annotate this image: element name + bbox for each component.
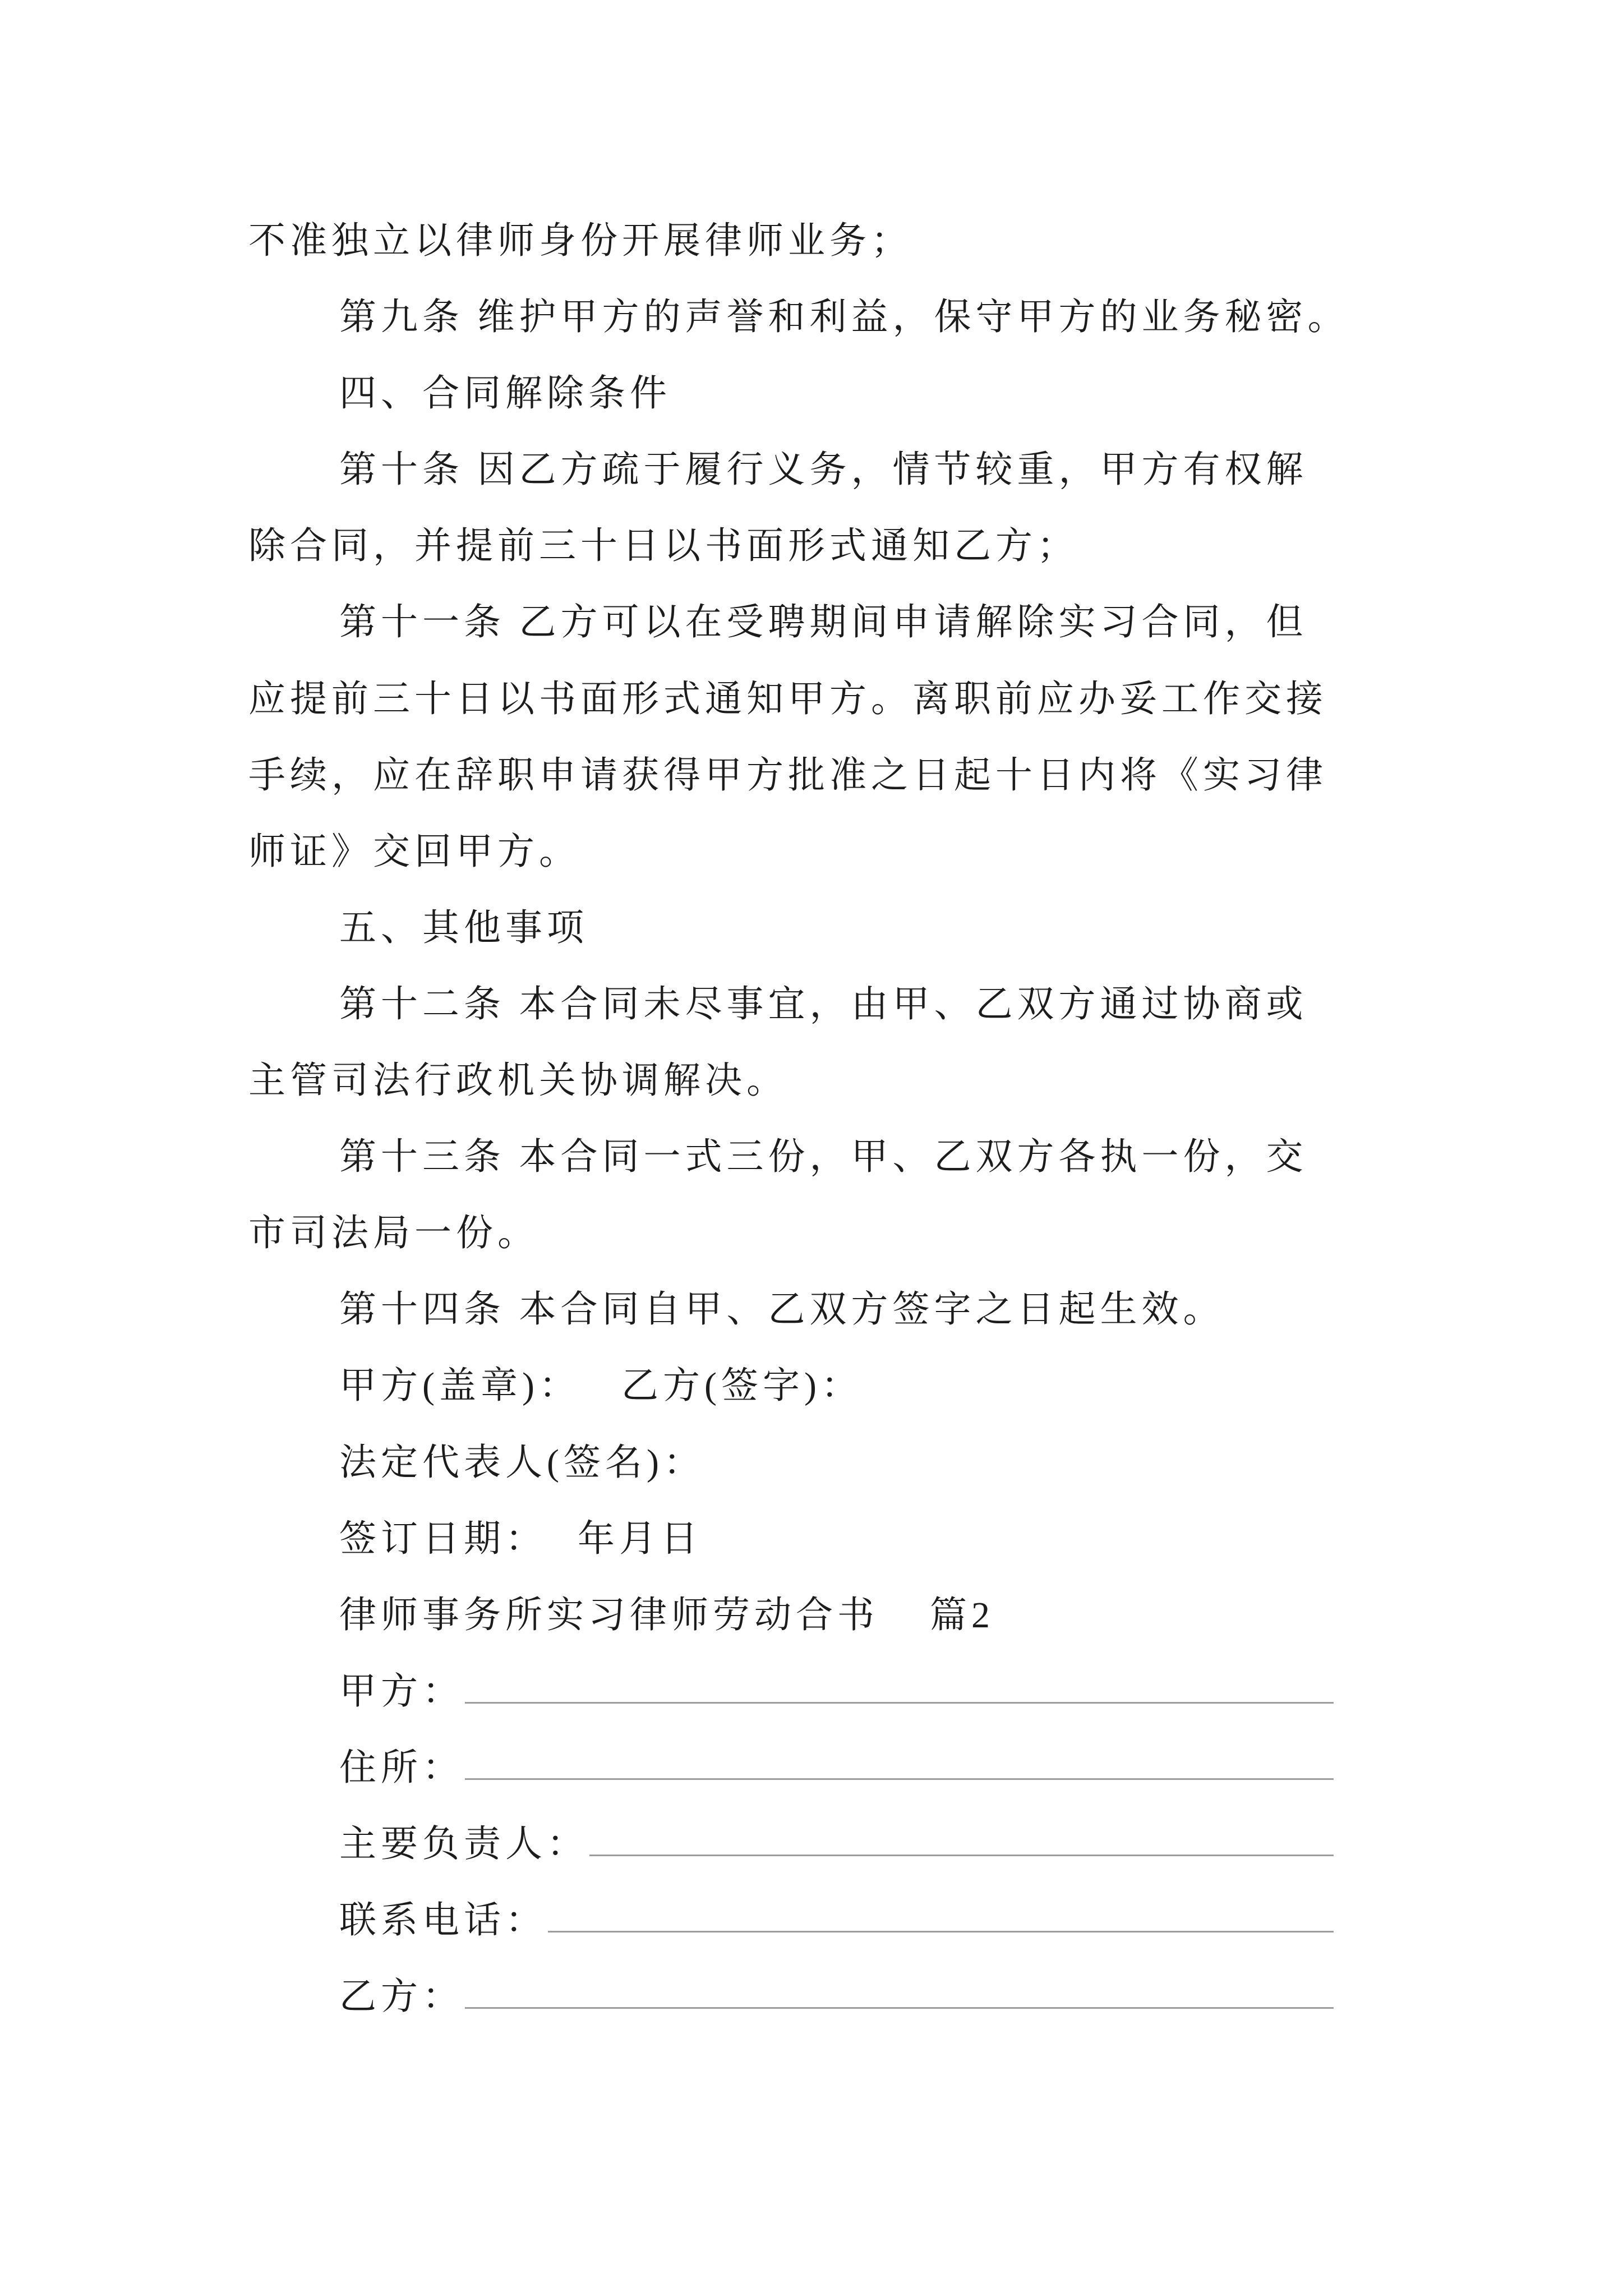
clause-14: 第十四条 本合同自甲、乙双方签字之日起生效。 bbox=[339, 1289, 1225, 1331]
party-a-seal-label: 甲方(盖章)： bbox=[339, 1365, 580, 1407]
signing-date-line bbox=[248, 1501, 1415, 1577]
contract-2-part-label: 篇2 bbox=[930, 1594, 994, 1636]
clause-11-line: 手续，应在辞职申请获得甲方批准之日起十日内将《实习律 bbox=[248, 754, 1327, 796]
field-label: 主要负责人： bbox=[339, 1823, 588, 1865]
field-label: 乙方： bbox=[339, 1976, 464, 2018]
fill-in-blank-line bbox=[465, 1702, 1334, 1704]
fill-in-blank-line bbox=[465, 2007, 1334, 2009]
field-party-a bbox=[248, 1654, 1334, 1730]
document-page bbox=[248, 203, 1415, 2035]
field-label: 住所： bbox=[339, 1747, 464, 1788]
clause-13-line: 市司法局一份。 bbox=[248, 1213, 539, 1254]
field-address bbox=[248, 1730, 1334, 1806]
clause-12-line: 第十二条 本合同未尽事宜，由甲、乙双方通过协商或 bbox=[339, 983, 1308, 1025]
clause-11-line: 第十一条 乙方可以在受聘期间申请解除实习合同，但 bbox=[339, 602, 1308, 643]
clause-12-line: 主管司法行政机关协调解决。 bbox=[248, 1060, 788, 1102]
clause-10-line: 除合同，并提前三十日以书面形式通知乙方； bbox=[248, 526, 1078, 567]
field-party-b bbox=[248, 1959, 1334, 2035]
legal-representative-label: 法定代表人(签名)： bbox=[339, 1442, 705, 1483]
clause-13-line: 第十三条 本合同一式三份，甲、乙双方各执一份，交 bbox=[339, 1137, 1308, 1178]
clause-10-line: 第十条 因乙方疏于履行义务，情节较重，甲方有权解 bbox=[339, 449, 1308, 491]
signing-date-label: 签订日期： bbox=[339, 1518, 547, 1559]
clause-8-continuation: 不准独立以律师身份开展律师业务； bbox=[248, 220, 912, 261]
party-b-signature-label: 乙方(签字)： bbox=[621, 1365, 863, 1407]
fill-in-blank-line bbox=[589, 1855, 1334, 1856]
field-phone bbox=[248, 1883, 1334, 1959]
field-label: 甲方： bbox=[339, 1671, 464, 1712]
signing-date-value: 年月日 bbox=[578, 1518, 702, 1559]
clause-11-line: 应提前三十日以书面形式通知甲方。离职前应办妥工作交接 bbox=[248, 678, 1327, 720]
field-principal bbox=[248, 1806, 1334, 1883]
clause-11-line: 师证》交回甲方。 bbox=[248, 831, 580, 872]
section-5-title: 五、其他事项 bbox=[339, 907, 588, 949]
contract-2-title-line bbox=[248, 1577, 1415, 1654]
fill-in-blank-line bbox=[548, 1931, 1334, 1932]
contract-2-title: 律师事务所实习律师劳动合书 bbox=[339, 1594, 879, 1636]
section-4-title: 四、合同解除条件 bbox=[339, 373, 671, 415]
clause-9: 第九条 维护甲方的声誉和利益，保守甲方的业务秘密。 bbox=[339, 297, 1349, 338]
field-label: 联系电话： bbox=[339, 1900, 547, 1941]
signature-parties-line bbox=[248, 1348, 1415, 1424]
fill-in-blank-line bbox=[465, 1778, 1334, 1780]
